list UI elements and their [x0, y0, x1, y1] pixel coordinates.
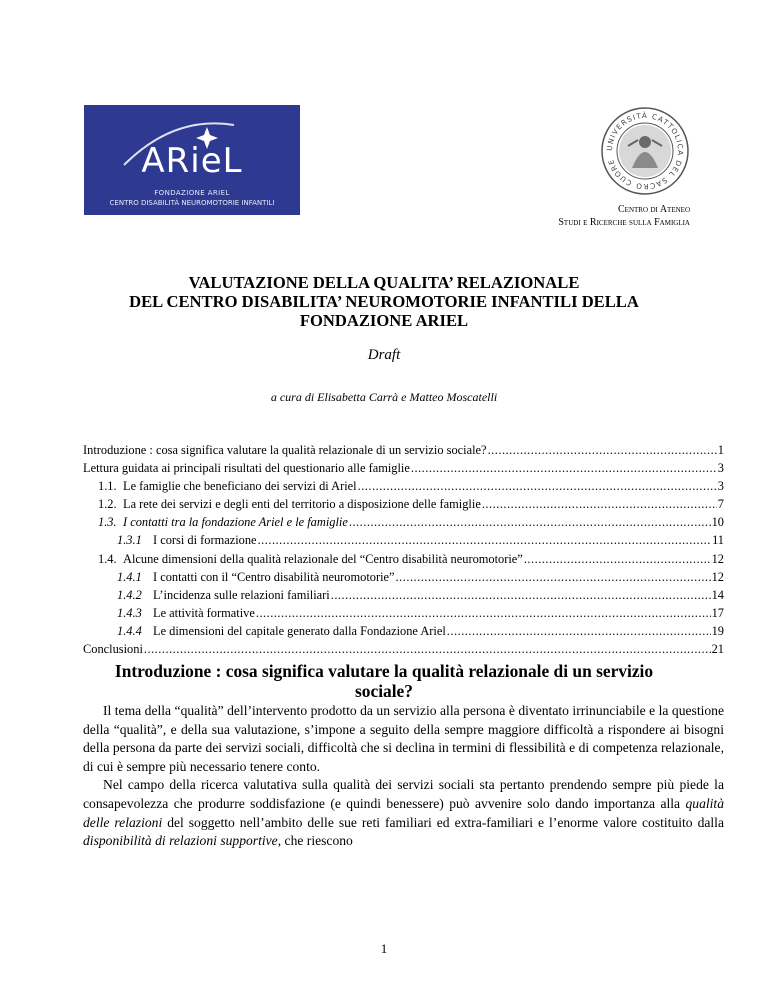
toc-entry[interactable] — [83, 513, 724, 531]
section-heading-line2: sociale? — [355, 681, 413, 701]
paragraph-2-text: del soggetto nell’ambito delle sue reti familiari ed extra-familiari e l’enorme valore costituito dalla — [162, 814, 724, 830]
toc-entry[interactable] — [83, 604, 724, 622]
paragraph-1: Il tema della “qualità” dell’intervento prodotto da un servizio alla persona è diventato irrinunciabile e la questione della “qualità”, e della sua valutazione, s’impone a seguito della sempre maggiore difficoltà a rispondere ai bisogni della persona da parte dei servizi sociali, difficoltà che si declina in termini di flessibilità e di competenza relazionale, di cui è sempre più necessario tenere conto. — [83, 703, 724, 774]
toc-entry-text: Introduzione : cosa significa valutare la qualità relazionale di un servizio sociale? — [83, 443, 487, 457]
toc-entry-text: Conclusioni — [83, 642, 143, 657]
toc-entry-text: Le famiglie che beneficiano dei servizi di Ariel — [123, 479, 357, 494]
toc-entry-number: 1.1. — [98, 479, 117, 494]
toc-entry-text: Le attività formative — [153, 605, 255, 620]
toc-entry-number: 1.2. — [98, 497, 117, 512]
editors-line: a cura di Elisabetta Carrà e Matteo Moscatelli — [270, 390, 498, 404]
toc-entry[interactable] — [83, 531, 724, 549]
emphasis-relazioni-supportive: disponibilità di relazioni supportive — [83, 833, 278, 849]
toc-entry[interactable] — [83, 622, 724, 640]
toc-entry-page: 3 — [717, 479, 724, 494]
toc-entry[interactable] — [83, 640, 724, 658]
toc-entry-text: I corsi di formazione — [153, 533, 257, 548]
toc-entry-page: 3 — [717, 461, 724, 476]
section-heading — [90, 661, 678, 701]
toc-entry-text: Alcune dimensioni della qualità relazionale del “Centro disabilità neuromotorie” — [123, 551, 523, 566]
paragraph-2-text: Nel campo della ricerca valutativa sulla qualità dei servizi sociali sta pertanto prendendo sempre più piede la consapevolezza che produrre soddisfazione (e quindi benessere) può avvenire solo dando importanza alla — [83, 777, 724, 811]
toc-entry[interactable] — [83, 550, 724, 568]
toc-entry[interactable] — [83, 477, 724, 495]
toc-entry-text: L’incidenza sulle relazioni familiari — [153, 587, 330, 602]
universita-cattolica-seal-icon — [600, 106, 690, 196]
centro-ateneo-line1: Centro di Ateneo — [618, 204, 690, 215]
toc-entry-page: 17 — [711, 605, 724, 620]
toc-entry[interactable] — [83, 586, 724, 604]
toc-entry[interactable] — [83, 568, 724, 586]
centro-ateneo-label — [558, 203, 690, 229]
toc-entry-text: Le dimensioni del capitale generato dalla Fondazione Ariel — [153, 623, 446, 638]
centro-ateneo-line2: Studi e Ricerche sulla Famiglia — [558, 217, 690, 228]
ariel-brand-text: ARieL — [141, 141, 243, 181]
toc-entry-number: 1.4.3 — [117, 605, 142, 620]
fondazione-ariel-logo — [84, 105, 300, 215]
toc-entry[interactable] — [83, 495, 724, 513]
ariel-centre-text: CENTRO DISABILITÀ NEUROMOTORIE INFANTILI — [109, 199, 275, 207]
toc-entry-page: 11 — [712, 533, 724, 548]
ariel-foundation-text: FONDAZIONE ARIEL — [154, 189, 230, 197]
title-line-2: DEL CENTRO DISABILITA’ NEUROMOTORIE INFANTILI DELLA — [129, 292, 639, 311]
title-line-1: VALUTAZIONE DELLA QUALITA’ RELAZIONALE — [188, 273, 580, 292]
toc-entry-number: 1.4.1 — [117, 569, 142, 584]
toc-entry-page: 7 — [717, 497, 724, 512]
toc-entry-text: Lettura guidata ai principali risultati del questionario alle famiglie — [83, 461, 410, 476]
toc-entry-number: 1.3. — [98, 515, 117, 530]
toc-entry[interactable] — [83, 441, 724, 459]
toc-entry-text: I contatti tra la fondazione Ariel e le famiglie — [123, 515, 348, 530]
toc-entry-page: 14 — [711, 587, 724, 602]
section-heading-line1: Introduzione : cosa significa valutare la qualità relazionale di un servizio — [114, 661, 654, 681]
toc-entry-number: 1.4. — [98, 551, 117, 566]
toc-entry-number: 1.3.1 — [117, 533, 142, 548]
toc-entry-number: 1.4.2 — [117, 587, 142, 602]
toc-entry[interactable] — [83, 459, 724, 477]
table-of-contents — [83, 441, 724, 658]
toc-entry-text: La rete dei servizi e degli enti del territorio a disposizione delle famiglie — [123, 497, 481, 512]
toc-entry-page: 19 — [711, 623, 724, 638]
title-line-3: FONDAZIONE ARIEL — [299, 311, 469, 330]
toc-entry-page: 1 — [717, 443, 724, 457]
toc-entry-page: 21 — [711, 642, 724, 657]
svg-text:UNIVERSITÀ CATTOLICA DEL SACRO: UNIVERSITÀ CATTOLICA DEL SACRO CUORE — [604, 110, 686, 192]
paragraph-2 — [83, 776, 724, 850]
toc-entry-number: 1.4.4 — [117, 623, 142, 638]
page-number: 1 — [380, 941, 388, 956]
emphasis-qualita-relazioni: qualità delle relazioni — [83, 795, 724, 830]
paragraph-2-text: , che riescono — [277, 833, 353, 849]
toc-entry-text: I contatti con il “Centro disabilità neuromotorie” — [153, 569, 395, 584]
toc-entry-page: 12 — [711, 569, 724, 584]
toc-entry-page: 12 — [711, 551, 724, 566]
toc-entry-page: 10 — [711, 515, 724, 530]
document-title — [60, 273, 708, 330]
section-body — [83, 702, 724, 851]
draft-label: Draft — [367, 347, 401, 363]
